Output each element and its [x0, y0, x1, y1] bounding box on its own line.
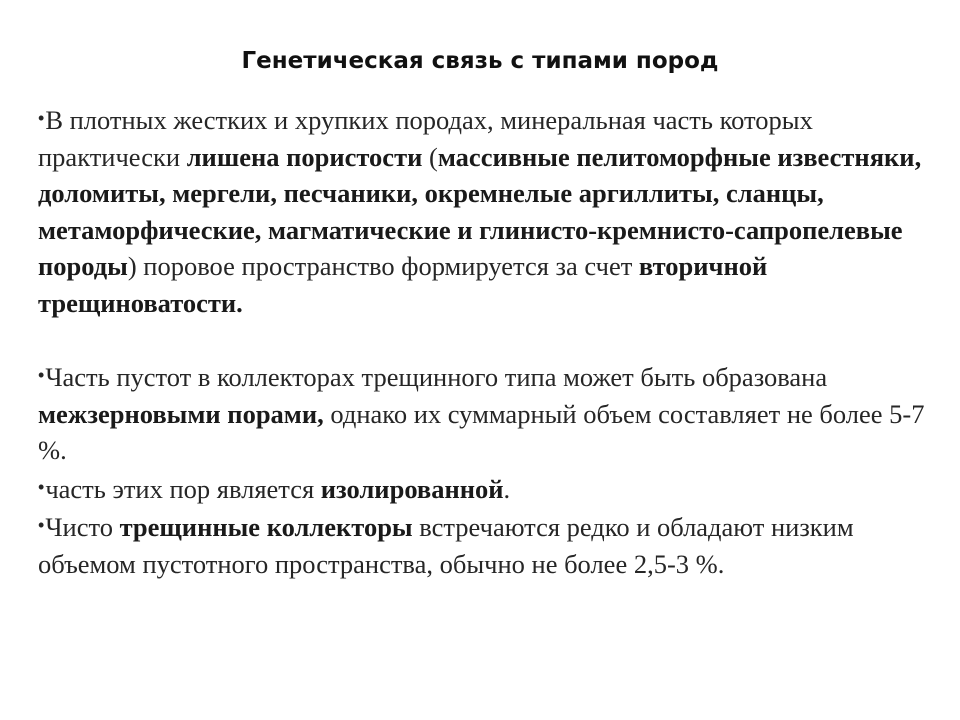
bold-text-segment: вторичной трещиноватости.: [38, 251, 768, 318]
text-segment: однако их суммарный объем составляет не более 5-7 %.: [38, 398, 925, 465]
bullet-paragraph-2: [38, 357, 928, 469]
bold-text-segment: межзерновыми порами,: [38, 398, 324, 429]
bullet-paragraph-4: [38, 507, 928, 582]
text-segment: Часть пустот в коллекторах трещинного типа может быть образована: [45, 362, 828, 392]
bold-text-segment: трещинные коллекторы: [119, 512, 413, 542]
text-segment: (: [422, 141, 438, 172]
bold-text-segment: изолированной: [320, 473, 504, 504]
bullet-paragraph-3: [38, 469, 928, 508]
bold-text-segment: лишена пористости: [186, 141, 423, 172]
bullet-icon: •: [38, 365, 45, 385]
text-segment: встречаются редко и обладают низким объемом пустотного пространства, обычно не более 2,5-3 %.: [38, 512, 854, 579]
bullet-icon: •: [38, 476, 45, 497]
slide-body: [38, 100, 928, 582]
bullet-icon: •: [38, 108, 45, 128]
text-segment: .: [503, 473, 511, 504]
bold-text-segment: массивные пелитоморфные известняки, доломиты, мергели, песчаники, окремнелые аргиллиты, сланцы, метаморфические, магматические и глинисто-кремнисто-сапропелевые породы: [38, 141, 922, 281]
bullet-icon: •: [38, 515, 45, 535]
bullet-paragraph-1: [38, 100, 928, 321]
text-segment: ) поровое пространство формируется за счет: [127, 251, 639, 281]
text-segment: Чисто: [45, 512, 120, 542]
text-segment: часть этих пор является: [45, 473, 321, 504]
text-segment: В плотных жестких и хрупких породах, минеральная часть которых практически: [38, 105, 813, 172]
slide-title: Генетическая связь с типами пород: [241, 48, 719, 74]
